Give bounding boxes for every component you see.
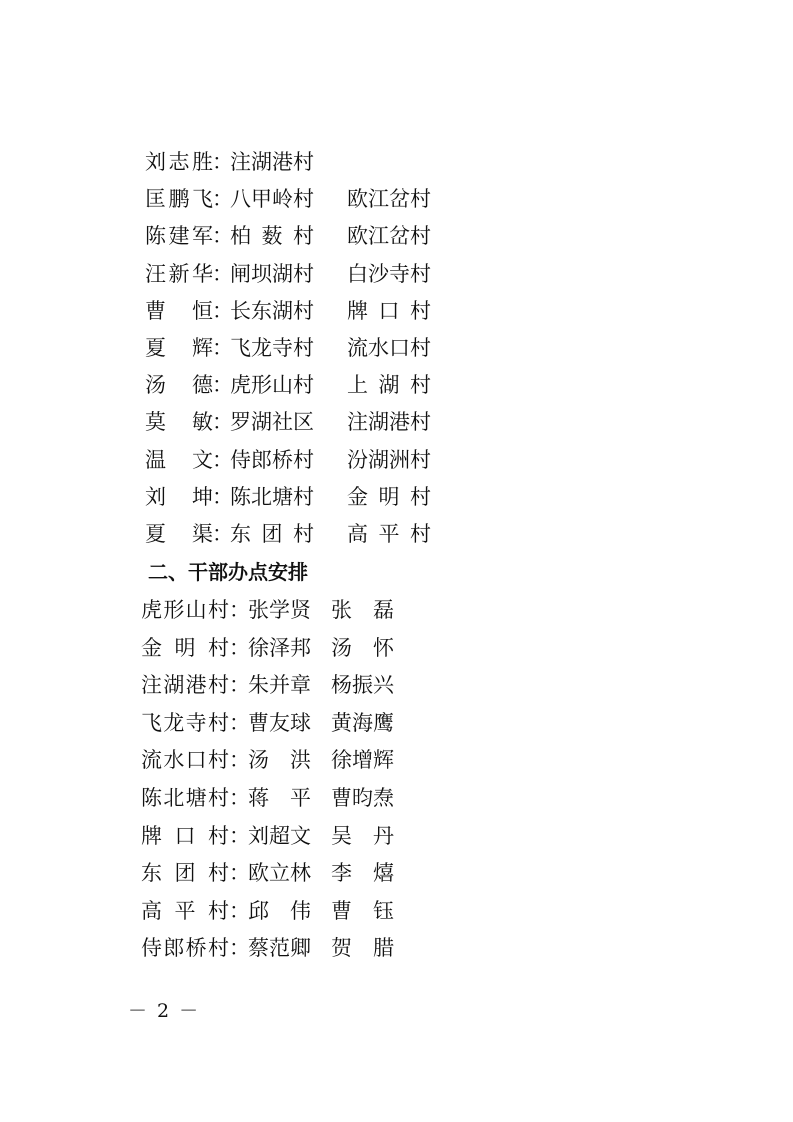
assigned-item-2: 流水口村	[347, 336, 431, 360]
assigned-item-2: 高平村	[347, 522, 431, 546]
colon-separator: ：	[229, 673, 250, 698]
assignment-row	[0, 330, 793, 367]
assignment-row	[0, 667, 793, 704]
assigned-item-2: 汤怀	[331, 635, 394, 660]
assigned-item-1: 邱伟	[248, 898, 311, 923]
person-name: 莫敏	[145, 410, 213, 435]
colon-separator: ：	[229, 710, 250, 735]
person-name: 金明村	[141, 635, 229, 660]
person-name: 汤德	[145, 373, 213, 398]
person-name: 匡鹏飞	[145, 187, 213, 212]
person-name: 侍郎桥村	[141, 936, 229, 961]
assigned-item-1: 八甲岭村	[230, 187, 314, 212]
person-name: 高平村	[141, 898, 229, 923]
colon-separator: ：	[229, 936, 250, 961]
assigned-item-1: 虎形山村	[230, 373, 314, 398]
colon-separator: ：	[212, 522, 233, 546]
assigned-item-1: 飞龙寺村	[230, 336, 314, 360]
colon-separator: ：	[212, 261, 233, 286]
assignment-row	[0, 705, 793, 742]
assignment-row	[0, 404, 793, 441]
assigned-item-1: 侍郎桥村	[230, 447, 314, 472]
colon-separator: ：	[229, 861, 250, 886]
colon-separator: ：	[212, 373, 233, 398]
colon-separator: ：	[212, 150, 233, 174]
colon-separator: ：	[212, 447, 233, 472]
colon-separator: ：	[212, 224, 233, 249]
colon-separator: ：	[229, 786, 250, 810]
section-heading: 二、干部办点安排	[148, 560, 308, 584]
assigned-item-2: 欧江岔村	[347, 224, 431, 249]
assigned-item-1: 朱并章	[248, 673, 311, 698]
assigned-item-1: 陈北塘村	[230, 484, 314, 509]
assignment-row	[0, 930, 793, 967]
assigned-item-2: 徐增辉	[331, 748, 394, 773]
assignment-row	[0, 218, 793, 255]
assignment-row	[0, 893, 793, 930]
colon-separator: ：	[212, 410, 233, 435]
assigned-item-1: 张学贤	[248, 598, 311, 622]
assigned-item-1: 柏薮村	[230, 224, 314, 249]
assigned-item-2: 李熺	[331, 861, 394, 886]
person-name: 刘志胜	[145, 150, 213, 174]
person-name: 刘坤	[145, 484, 213, 509]
assignment-row	[0, 293, 793, 330]
assigned-item-2: 汾湖洲村	[347, 447, 431, 472]
colon-separator: ：	[229, 635, 250, 660]
assignment-row	[0, 592, 793, 629]
assigned-item-2: 黄海鹰	[331, 710, 394, 735]
assigned-item-2: 张磊	[331, 598, 394, 622]
person-name: 陈建军	[145, 224, 213, 249]
assigned-item-1: 蔡范卿	[248, 936, 311, 961]
assigned-item-2: 杨振兴	[331, 673, 394, 698]
colon-separator: ：	[212, 298, 233, 323]
colon-separator: ：	[212, 336, 233, 360]
assigned-item-1: 闸坝湖村	[230, 261, 314, 286]
assigned-item-1: 欧立林	[248, 861, 311, 886]
assigned-item-2: 白沙寺村	[347, 261, 431, 286]
assignment-row	[0, 742, 793, 779]
assignment-row	[0, 818, 793, 855]
assignment-row	[0, 479, 793, 516]
assigned-item-2: 注湖港村	[347, 410, 431, 435]
assigned-item-2: 上湖村	[347, 373, 431, 398]
assigned-item-2: 吴丹	[331, 823, 394, 848]
person-name: 虎形山村	[141, 598, 229, 622]
assigned-item-2: 金明村	[347, 484, 431, 509]
colon-separator: ：	[212, 187, 233, 212]
assigned-item-1: 蒋平	[248, 786, 311, 810]
person-name: 流水口村	[141, 748, 229, 773]
assignment-row	[0, 442, 793, 479]
assigned-item-1: 长东湖村	[230, 298, 314, 323]
person-name: 曹恒	[145, 298, 213, 323]
assigned-item-2: 欧江岔村	[347, 187, 431, 212]
person-name: 陈北塘村	[141, 786, 229, 810]
colon-separator: ：	[229, 598, 250, 622]
assignment-row	[0, 256, 793, 293]
assignment-row	[0, 780, 793, 817]
assigned-item-1: 罗湖社区	[230, 410, 314, 435]
assigned-item-1: 注湖港村	[230, 150, 314, 174]
assigned-item-2: 曹昀焘	[331, 786, 394, 810]
assigned-item-2: 曹钰	[331, 898, 394, 923]
assigned-item-1: 徐泽邦	[248, 635, 311, 660]
person-name: 东团村	[141, 861, 229, 886]
person-name: 夏渠	[145, 522, 213, 546]
assignment-row	[0, 855, 793, 892]
person-name: 汪新华	[145, 261, 213, 286]
assigned-item-1: 刘超文	[248, 823, 311, 848]
assignment-row	[0, 181, 793, 218]
colon-separator: ：	[212, 484, 233, 509]
assigned-item-1: 东团村	[230, 522, 314, 546]
person-name: 飞龙寺村	[141, 710, 229, 735]
assignment-row	[0, 630, 793, 667]
person-name: 温文	[145, 447, 213, 472]
colon-separator: ：	[229, 898, 250, 923]
assigned-item-2: 贺腊	[331, 936, 394, 961]
person-name: 牌口村	[141, 823, 229, 848]
person-name: 注湖港村	[141, 673, 229, 698]
assignment-row	[0, 516, 793, 553]
person-name: 夏辉	[145, 336, 213, 360]
assigned-item-1: 曹友球	[248, 710, 311, 735]
assignment-row	[0, 367, 793, 404]
colon-separator: ：	[229, 823, 250, 848]
page-number: － 2 －	[128, 1000, 201, 1022]
assignment-row	[0, 144, 793, 181]
colon-separator: ：	[229, 748, 250, 773]
assigned-item-1: 汤洪	[248, 748, 311, 773]
assigned-item-2: 牌口村	[347, 298, 431, 323]
